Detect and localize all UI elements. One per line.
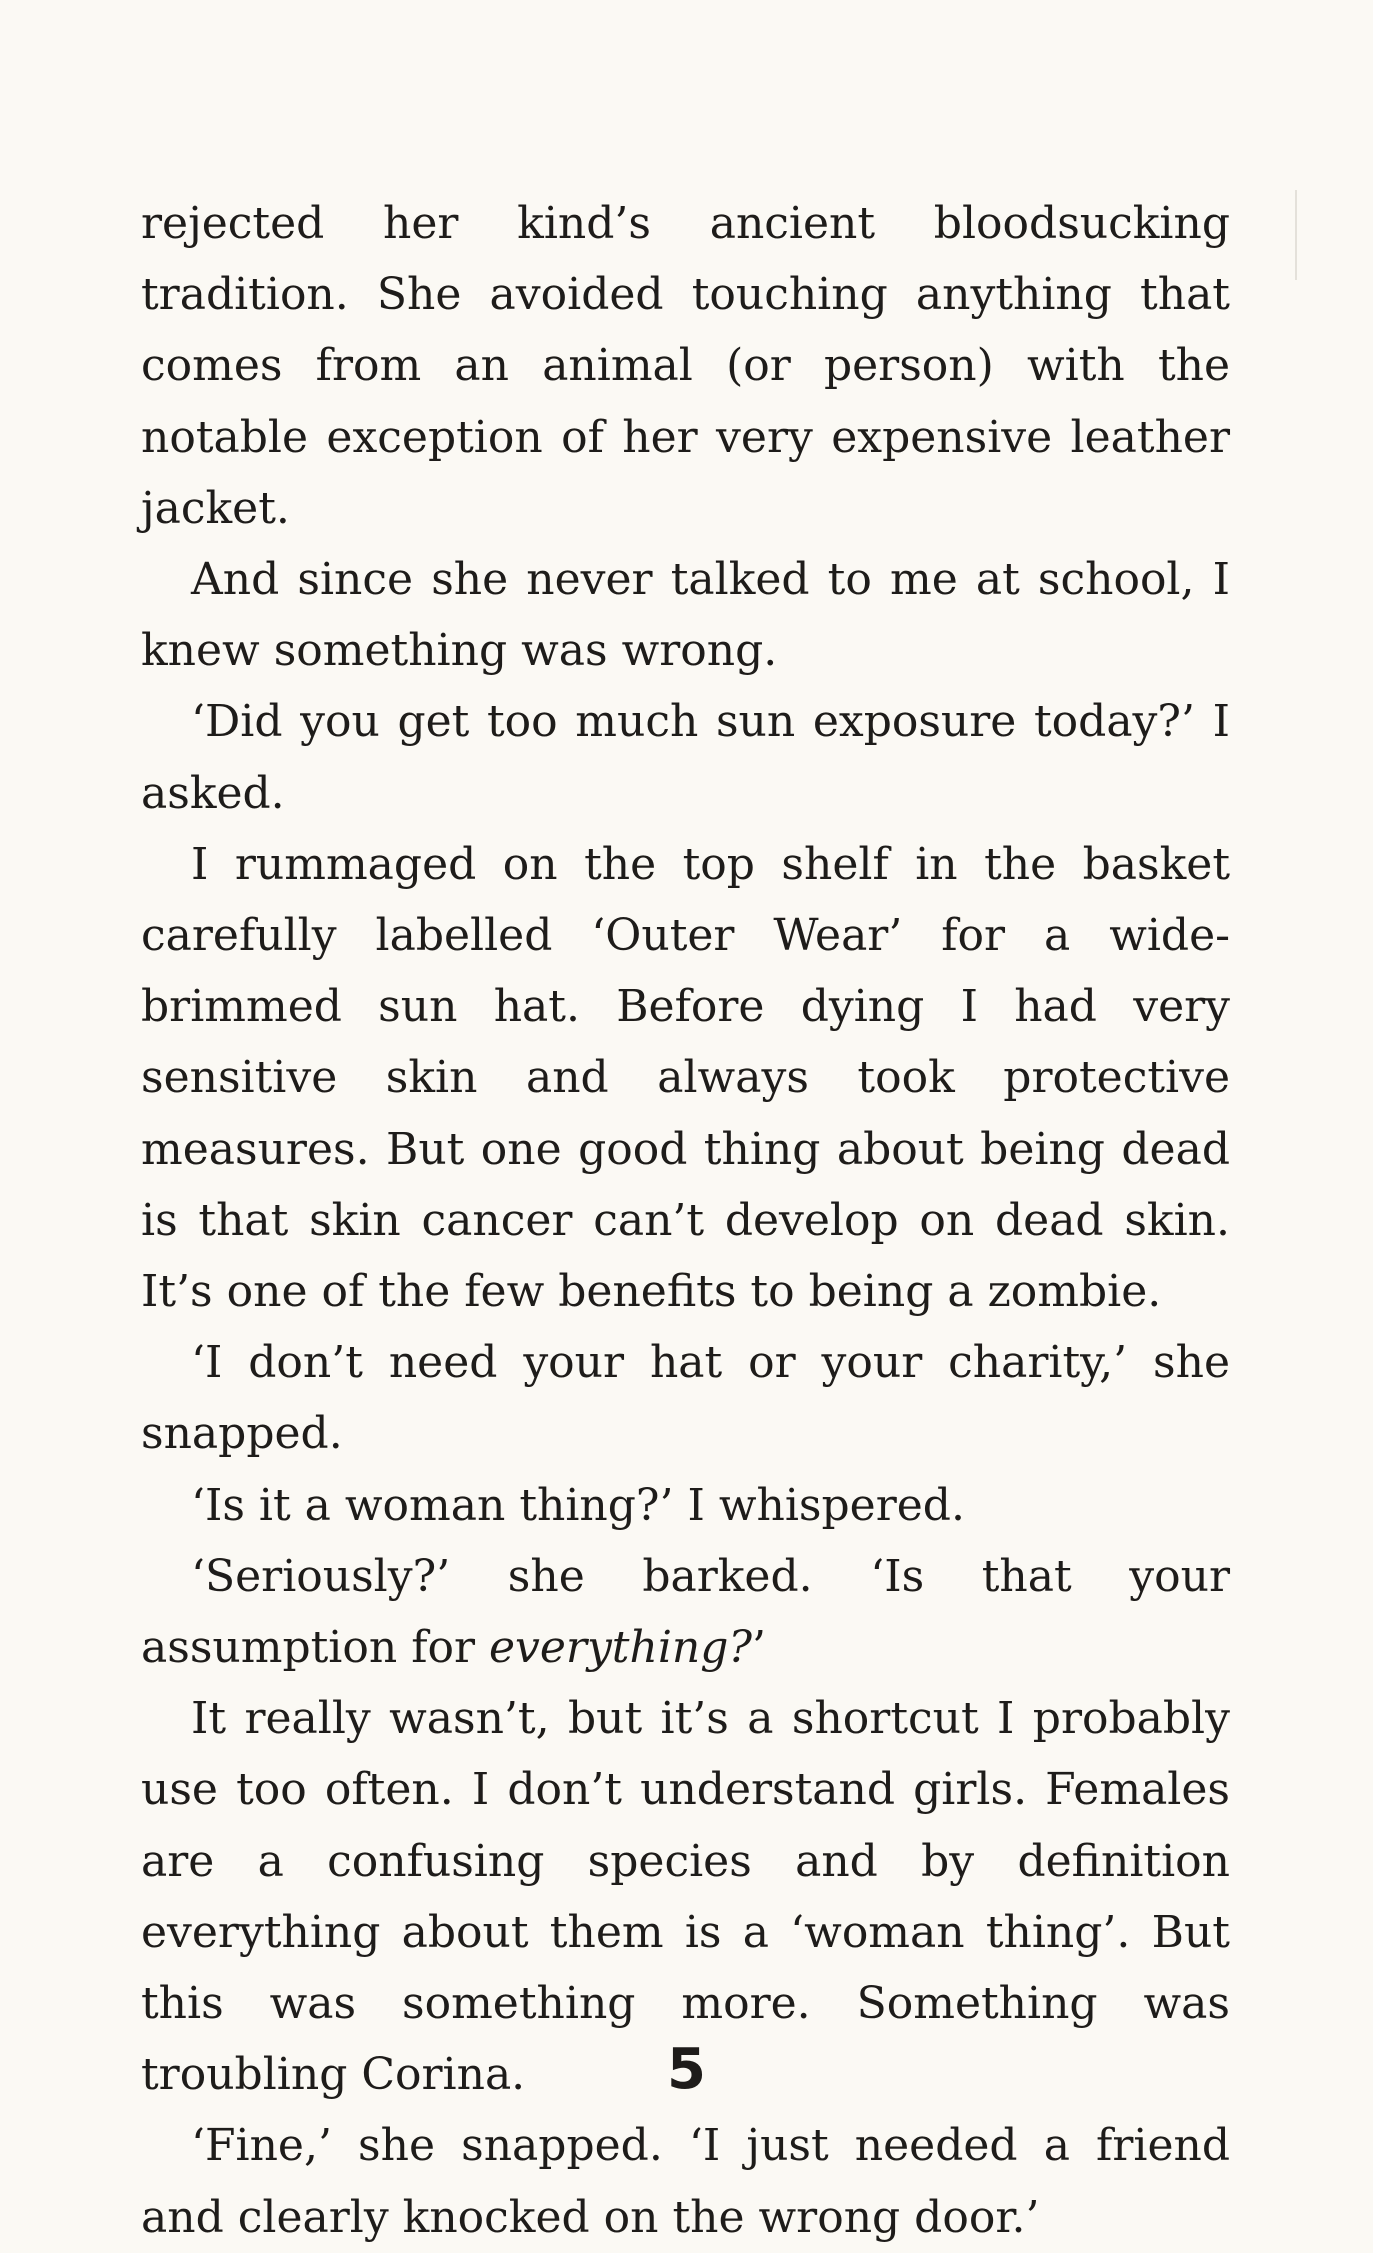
paragraph-8: It really wasn’t, but it’s a shortcut I probably use too often. I don’t understand girls. Females are a confusing species and by definition everything about them is a ‘woman thing’. But this was something more. Something was troubling Corina. bbox=[141, 1693, 1230, 2101]
paragraph-2: And since she never talked to me at school, I knew something was wrong. bbox=[141, 554, 1230, 677]
paragraph-7-text: ‘Seriously?’ she barked. ‘Is that your assumption for bbox=[141, 1550, 1230, 1674]
page-edge-mark bbox=[1295, 190, 1297, 280]
body-text bbox=[141, 188, 1230, 2253]
paragraph-4: I rummaged on the top shelf in the basket carefully labelled ‘Outer Wear’ for a wide-brimmed sun hat. Before dying I had very sensitive skin and always took protective measures. But one good thing about being dead is that skin cancer can’t develop on dead skin. It’s one of the few benefits to being a zombie. bbox=[141, 838, 1230, 1318]
paragraph-1: rejected her kind’s ancient bloodsucking tradition. She avoided touching anything that comes from an animal (or person) with the notable exception of her very expensive leather jacket. bbox=[141, 198, 1230, 534]
paragraph-5: ‘I don’t need your hat or your charity,’ she snapped. bbox=[141, 1337, 1230, 1460]
paragraph-3: ‘Did you get too much sun exposure today?’ I asked. bbox=[141, 696, 1230, 819]
paragraph-6: ‘Is it a woman thing?’ I whispered. bbox=[191, 1479, 965, 1531]
page-number: 5 bbox=[667, 2037, 706, 2102]
paragraph-9: ‘Fine,’ she snapped. ‘I just needed a friend and clearly knocked on the wrong door.’ bbox=[141, 2120, 1230, 2243]
paragraph-7 bbox=[141, 1541, 1230, 1683]
paragraph-7-emphasis: everything? bbox=[488, 1622, 752, 1674]
paragraph-7-close-quote: ’ bbox=[752, 1622, 766, 1674]
